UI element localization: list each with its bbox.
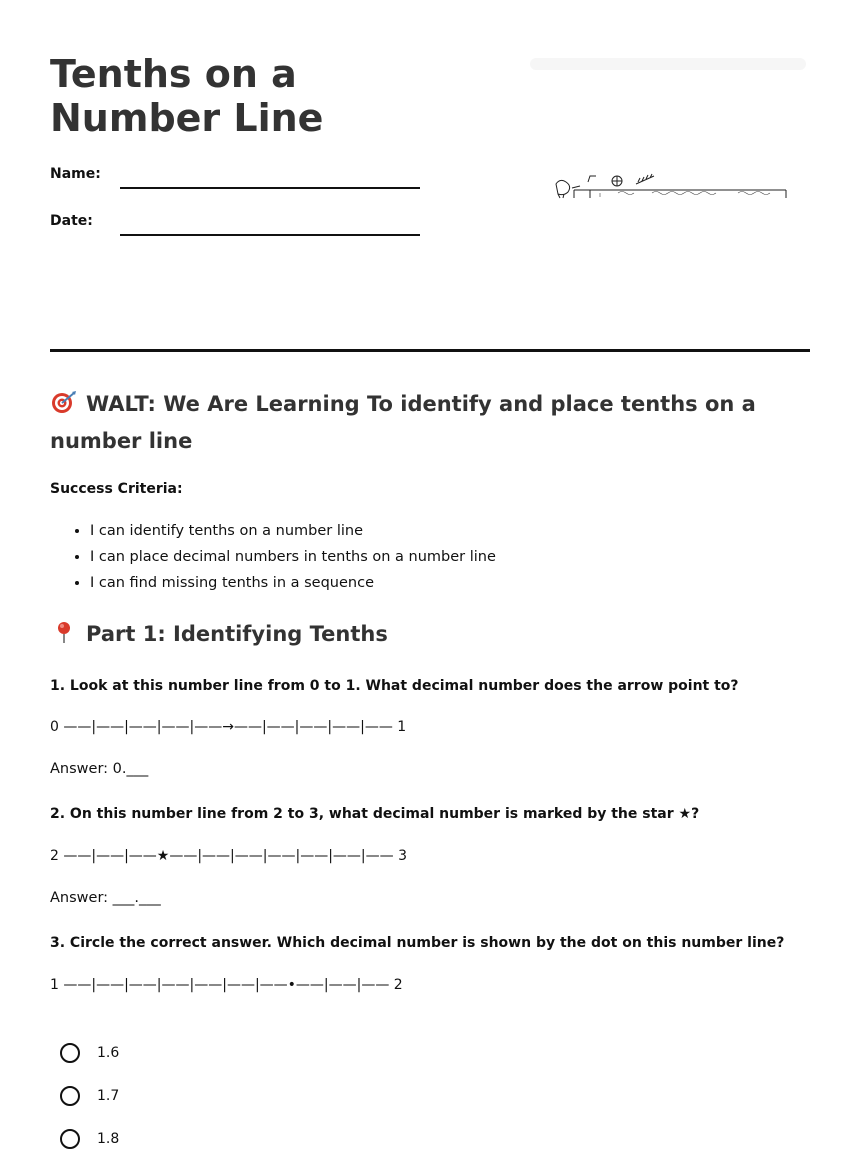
option-label: 1.6 bbox=[97, 1045, 120, 1061]
option-1-6[interactable] bbox=[60, 1040, 119, 1066]
radio-circle[interactable] bbox=[60, 1043, 80, 1063]
target-dart-icon bbox=[50, 390, 78, 414]
number-line-1-to-2: 1 ——|——|——|——|——|——|——•——|——|—— 2 bbox=[50, 977, 403, 993]
question-1-prompt: 1. Look at this number line from 0 to 1. What decimal number does the arrow point to? bbox=[50, 678, 739, 694]
walt-heading-text: WALT: We Are Learning To identify and place tenths on a number line bbox=[50, 392, 756, 453]
list-item: • I can find missing tenths in a sequence bbox=[90, 570, 496, 596]
success-criteria-label: Success Criteria: bbox=[50, 481, 183, 497]
number-line-sketch-image bbox=[552, 168, 788, 204]
number-line-0-to-1: 0 ——|——|——|——|——→——|——|——|——|—— 1 bbox=[50, 719, 407, 735]
radio-circle[interactable] bbox=[60, 1086, 80, 1106]
number-line-2-to-3: 2 ——|——|——★——|——|——|——|——|——|—— 3 bbox=[50, 848, 407, 864]
date-field[interactable] bbox=[120, 234, 420, 236]
option-1-8[interactable] bbox=[60, 1126, 119, 1152]
option-label: 1.8 bbox=[97, 1131, 120, 1147]
option-label: 1.7 bbox=[97, 1088, 120, 1104]
date-label: Date: bbox=[50, 213, 93, 229]
question-2-answer[interactable]: Answer: ___.___ bbox=[50, 890, 161, 906]
name-field[interactable] bbox=[120, 187, 420, 189]
option-1-7[interactable] bbox=[60, 1083, 119, 1109]
walt-heading bbox=[50, 386, 790, 460]
name-label: Name: bbox=[50, 166, 101, 182]
list-item: • I can place decimal numbers in tenths on a number line bbox=[90, 544, 496, 570]
pushpin-icon bbox=[50, 620, 78, 644]
radio-circle[interactable] bbox=[60, 1129, 80, 1149]
worksheet-title: Tenths on a Number Line bbox=[50, 52, 324, 140]
part1-heading bbox=[50, 616, 790, 653]
success-criteria-list bbox=[50, 518, 496, 596]
section-divider bbox=[50, 349, 810, 352]
question-2-prompt: 2. On this number line from 2 to 3, what decimal number is marked by the star ★? bbox=[50, 806, 700, 822]
question-3-prompt: 3. Circle the correct answer. Which decimal number is shown by the dot on this number line? bbox=[50, 935, 785, 951]
list-item: • I can identify tenths on a number line bbox=[90, 518, 496, 544]
part1-heading-text: Part 1: Identifying Tenths bbox=[86, 622, 388, 646]
decorative-bar bbox=[530, 58, 806, 70]
question-1-answer[interactable]: Answer: 0.___ bbox=[50, 761, 149, 777]
